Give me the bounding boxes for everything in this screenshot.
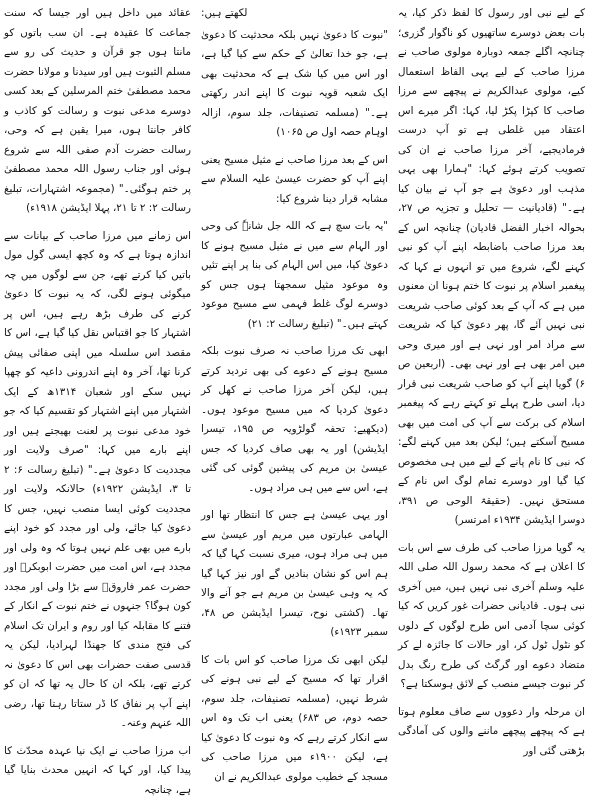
quotation: "یہ بات سچ ہے کہ اللہ جل شانہٗ کی وحی اور الہام سے میں نے مثیل مسیح ہونے کا دعویٰ کیا، میں اس الہام کی بنا پر اپنے تئیں وہ موعود مثیل سمجھتا ہوں جس کو دوسرے لوگ غلط فہمی سے مسیح موعود کہتے ہیں۔" (تبلیغ رسالت ۲: ۲۱) — [201, 217, 388, 334]
text-column-middle — [201, 4, 388, 772]
paragraph: عقائد میں داخل ہیں اور جیسا کہ سنت جماعت کا عقیدہ ہے۔ ان سب باتوں کو مانتا ہوں جو قرآن و حدیث کی رو سے مسلم الثبوت ہیں اور سیدنا و مولانا حضرت محمد مصطفیٰ ختم المرسلین کے بعد کسی دوسرے مدعی نبوت و رسالت کو کاذب و کافر جانتا ہوں، میرا یقین ہے کہ وحی، رسالت حضرت آدم صفی اللہ سے شروع ہوئی اور جناب رسول اللہ محمد مصطفیٰ پر ختم ہوگئی۔" (مجموعہ اشتہارات، تبلیغ رسالت ۲: ۲ تا ۲۱، پہلا ایڈیشن ۱۹۱۸ء) — [4, 4, 191, 219]
column-heading: لکھتے ہیں: — [201, 4, 388, 24]
quotation: "نبوت کا دعویٰ نہیں بلکہ محدثیت کا دعویٰ ہے، جو خدا تعالیٰ کے حکم سے کیا گیا ہے، اور اس میں کیا شک ہے کہ محدثیت بھی ایک شعبہ قویہ نبوت کا اپنے اندر رکھتی ہے۔" (مسلمہ تصنیفات، جلد سوم، ازالہ اوہام حصہ اول ص ۱۰۶۵) — [201, 26, 388, 143]
paragraph: ابھی تک مرزا صاحب نہ صرف نبوت بلکہ مسیح ہونے کے دعوے کی بھی تردید کرتے ہیں، لیکن آخر مرزا صاحب نے کھل کر دعویٰ کردیا کہ میں مسیح موعود ہوں۔ (دیکھیے: تحفہ گولڑویہ ص ۱۹۵، تیسرا ایڈیشن) اور یہ بھی صاف کردیا کہ جس عیسیٰ بن مریم کی پیشین گوئی کی گئی ہے، اس سے میں ہی مراد ہوں۔ — [201, 342, 388, 498]
paragraph: اس کے بعد مرزا صاحب نے مثیل مسیح یعنی اپنے آپ کو حضرت عیسیٰ علیہ السلام سے مشابہ قرار دینا شروع کیا: — [201, 151, 388, 210]
quotation: اور یہی عیسیٰ ہے جس کا انتظار تھا اور الہامی عبارتوں میں مریم اور عیسیٰ سے میں ہی مراد ہوں، میری نسبت کہا گیا کہ ہم اس کو نشان بنادیں گے اور نیز کہا گیا کہ یہ وہی عیسیٰ بن مریم ہے جو آنے والا تھا۔ (کشتی نوح، تیسرا ایڈیشن ص ۴۸، سمبر ۱۹۲۳ء) — [201, 506, 388, 643]
text-column-left — [398, 4, 585, 772]
text-column-right — [4, 4, 191, 772]
paragraph: اب مرزا صاحب نے ایک نیا عہدہ محدّث کا پیدا کیا، اور کہا کہ انہیں محدث بنایا گیا ہے، چنانچہ — [4, 742, 191, 800]
paragraph: یہ گویا مرزا صاحب کی طرف سے اس بات کا اعلان ہے کہ محمد رسول اللہ صلی اللہ علیہ وسلم آخری نبی نہیں ہیں، میں آخری نبی ہوں۔ قادیانی حضرات غور کریں کہ کیا کوئی سچا آدمی اس طرح لوگوں کے دلوں کو نٹول ٹول کر، اور حالات کا جائزہ لے کر متضاد دعوے اور گرگٹ کی طرح رنگ بدل کر نبوت جیسے منصب کے لائق ہوسکتا ہے؟ — [398, 539, 585, 695]
paragraph: ان مرحلہ وار دعووں سے صاف معلوم ہوتا ہے کہ پیچھے پیچھے ماننے والوں کی آمادگی بڑھتی گئی اور — [398, 703, 585, 762]
paragraph: کے لیے نبی اور رسول کا لفظ ذکر کیا، یہ بات بعض دوسرے ساتھیوں کو ناگوار گزری؛ چنانچہ اگلے جمعہ دوبارہ مولوی صاحب نے مرزا صاحب کے لیے یہی الفاظ استعمال کیے، مولوی عبدالکریم نے پیچھے سے مرزا صاحب کا کپڑا پکڑ لیا، کہا: اگر میرے اس اعتقاد میں غلطی ہے تو آپ درست فرمادیجیے، آخر مرزا صاحب نے ان کی تصویب کرتے ہوئے کہا: "ہمارا بھی یہی مذہب اور دعویٰ ہے جو آپ نے بیان کیا ہے۔" (قادیانیت — تحلیل و تجزیہ ص ۲۷، بحوالہ اخبار الفضل قادیان) چنانچہ اس کے بعد مرزا صاحب باضابطہ اپنے آپ کو نبی کہنے لگے، شروع میں تو انہوں نے کہا کہ پیغمبر اسلام پر نبوت کا ختم ہونا ان معنوں میں ہے کہ آپ کے بعد کوئی صاحب شریعت نبی نہیں آئے گا، پھر دعویٰ کیا کہ شریعت سے مراد امر اور نہی ہے اور میری وحی میں امر بھی ہے اور نہی بھی۔ (اربعین ص ۶) گویا اپنے آپ کو صاحب شریعت نبی قرار دیا، اسی طرح پہلے تو کہتے رہے کہ پیغمبر اسلام کی برکت سے آپ کی امت میں بھی مسیح آسکتے ہیں؛ لیکن بعد میں کہنے لگے: کہ نبی کا نام پانے کے لیے میں ہی مخصوص کیا گیا اور دوسرے تمام لوگ اس نام کے مستحق نہیں۔ (حقیقۃ الوحی ص ۳۹۱، دوسرا ایڈیشن ۱۹۳۴ء امرتسر) — [398, 4, 585, 531]
paragraph: اس زمانے میں مرزا صاحب کے بیانات سے اندازہ ہوتا ہے کہ وہ کچھ ایسی گول مول باتیں کیا کرتے تھے، جن سے لوگوں میں چہ میگوئی ہونے لگی، کہ یہ نبوت کا دعویٰ کرنے کی طرف بڑھ رہے ہیں، اس پر اشتہار کا جو اقتباس نقل کیا گیا ہے، اس کا مقصد اس سلسلہ میں اپنی صفائی پیش کرنا تھا، آخر وہ اپنے اندرونی داعیہ کو چھپا نہیں سکے اور شعبان ۱۳۱۴ھ کے ایک اشتہار میں اپنے اشتہار کو تقسیم کیا کہ جو خود مدعی نبوت پر لعنت بھیجتے ہیں اور اپنے بارے میں کہا: "صرف ولایت اور مجددیت کا دعویٰ ہے۔" (تبلیغ رسالت ۶: ۲ تا ۳، ایڈیشن ۱۹۲۲ء) حالانکہ ولایت اور مجددیت کوئی ایسا منصب نہیں، جس کا دعویٰ کیا جائے، ولی اور مجدد کو خود اپنے بارے میں بھی علم نہیں ہوتا کہ وہ ولی اور مجدد ہے، اس امت میں حضرت ابوبکرؓ اور حضرت عمر فاروقؓ سے بڑا ولی اور مجدد کون ہوگا؟ جنہوں نے ختم نبوت کے انکار کے فتنے کا مقابلہ کیا اور روم و ایران تک اسلام کی فتح مندی کا جھنڈا لہرادیا، لیکن یہ قدسی صفت حضرات بھی اس کا دعویٰ نہ کرتے تھے، بلکہ ان کا حال یہ تھا کہ ان کو اپنے آپ پر نفاق کا ڈر ستاتا رہتا تھا، رضی اللہ عنہم وعنہ۔ — [4, 227, 191, 734]
paragraph: لیکن ابھی تک مرزا صاحب کو اس بات کا اقرار تھا کہ مسیح کے لیے نبی ہونے کی شرط نہیں، (مسلمہ تصنیفات، جلد سوم، حصہ دوم، ص ۶۸۳) یعنی اب تک وہ اس سے انکار کرتے رہے کہ وہ نبوت کا دعویٰ کیا ہے، لیکن ۱۹۰۰ء میں مرزا صاحب کی مسجد کے خطیب مولوی عبدالکریم نے ان — [201, 651, 388, 788]
